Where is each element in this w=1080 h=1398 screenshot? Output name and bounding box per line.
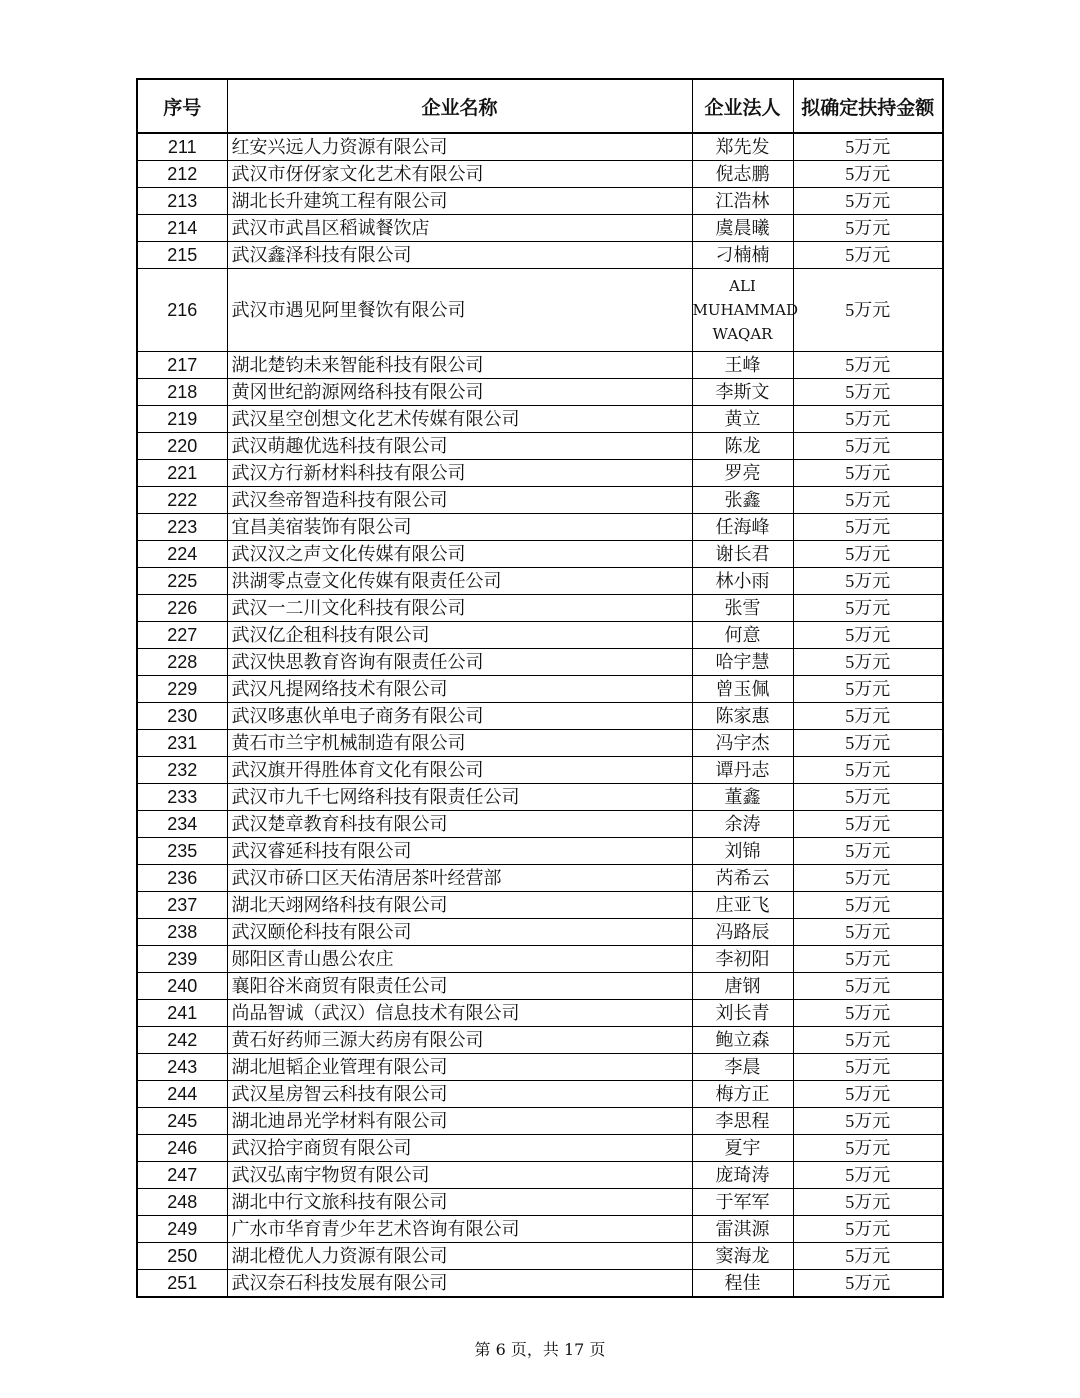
row-seq: 219: [137, 406, 227, 433]
table-row: [137, 269, 943, 352]
row-amount: 5万元: [793, 622, 943, 649]
row-person: 庄亚飞: [692, 892, 793, 919]
row-company: 湖北天翊网络科技有限公司: [227, 892, 692, 919]
row-amount: 5万元: [793, 1162, 943, 1189]
table-row: [137, 406, 943, 433]
row-company: 武汉方行新材料科技有限公司: [227, 460, 692, 487]
row-amount: 5万元: [793, 269, 943, 352]
row-amount: 5万元: [793, 161, 943, 188]
row-amount: 5万元: [793, 406, 943, 433]
row-person: 谭丹志: [692, 757, 793, 784]
row-seq: 218: [137, 379, 227, 406]
row-company: 武汉市硚口区天佑清居茶叶经营部: [227, 865, 692, 892]
header-seq: 序号: [137, 79, 227, 133]
table-row: [137, 352, 943, 379]
row-person: 夏宇: [692, 1135, 793, 1162]
row-seq: 236: [137, 865, 227, 892]
table-row: [137, 460, 943, 487]
row-amount: 5万元: [793, 379, 943, 406]
row-amount: 5万元: [793, 757, 943, 784]
row-seq: 220: [137, 433, 227, 460]
table-row: [137, 919, 943, 946]
row-company: 武汉拾宇商贸有限公司: [227, 1135, 692, 1162]
table-row: [137, 649, 943, 676]
row-seq: 242: [137, 1027, 227, 1054]
row-company: 黄石市兰宇机械制造有限公司: [227, 730, 692, 757]
table-row: [137, 1189, 943, 1216]
row-amount: 5万元: [793, 1108, 943, 1135]
table-row: [137, 433, 943, 460]
row-amount: 5万元: [793, 676, 943, 703]
row-amount: 5万元: [793, 1270, 943, 1298]
row-amount: 5万元: [793, 1216, 943, 1243]
row-seq: 227: [137, 622, 227, 649]
row-seq: 233: [137, 784, 227, 811]
row-amount: 5万元: [793, 514, 943, 541]
row-person: 哈宇慧: [692, 649, 793, 676]
row-amount: 5万元: [793, 352, 943, 379]
row-person: 芮希云: [692, 865, 793, 892]
row-person: 庞琦涛: [692, 1162, 793, 1189]
row-company: 武汉市伢伢家文化艺术有限公司: [227, 161, 692, 188]
table-row: [137, 865, 943, 892]
table-row: [137, 1054, 943, 1081]
row-person: 刁楠楠: [692, 242, 793, 269]
row-person: 李思程: [692, 1108, 793, 1135]
row-company: 湖北旭韬企业管理有限公司: [227, 1054, 692, 1081]
row-seq: 247: [137, 1162, 227, 1189]
row-seq: 228: [137, 649, 227, 676]
row-amount: 5万元: [793, 973, 943, 1000]
row-amount: 5万元: [793, 1027, 943, 1054]
row-seq: 229: [137, 676, 227, 703]
table-row: [137, 622, 943, 649]
row-amount: 5万元: [793, 919, 943, 946]
table-row: [137, 784, 943, 811]
table-row: [137, 568, 943, 595]
row-company: 武汉一二川文化科技有限公司: [227, 595, 692, 622]
row-seq: 214: [137, 215, 227, 242]
row-amount: 5万元: [793, 595, 943, 622]
row-company: 湖北长升建筑工程有限公司: [227, 188, 692, 215]
row-seq: 245: [137, 1108, 227, 1135]
table-row: [137, 946, 943, 973]
row-company: 尚品智诚（武汉）信息技术有限公司: [227, 1000, 692, 1027]
row-person: 江浩林: [692, 188, 793, 215]
row-person: 冯路辰: [692, 919, 793, 946]
row-amount: 5万元: [793, 1000, 943, 1027]
row-seq: 232: [137, 757, 227, 784]
table-row: [137, 892, 943, 919]
row-seq: 212: [137, 161, 227, 188]
row-person: 任海峰: [692, 514, 793, 541]
row-person: 张鑫: [692, 487, 793, 514]
row-company: 湖北中行文旅科技有限公司: [227, 1189, 692, 1216]
row-seq: 230: [137, 703, 227, 730]
row-company: 黄石好药师三源大药房有限公司: [227, 1027, 692, 1054]
table-row: [137, 730, 943, 757]
row-amount: 5万元: [793, 784, 943, 811]
row-company: 武汉市九千七网络科技有限责任公司: [227, 784, 692, 811]
row-person: 李斯文: [692, 379, 793, 406]
row-person: 唐钢: [692, 973, 793, 1000]
enterprise-table: [136, 78, 944, 1298]
row-company: 宜昌美宿装饰有限公司: [227, 514, 692, 541]
table-row: [137, 541, 943, 568]
row-amount: 5万元: [793, 1081, 943, 1108]
row-seq: 239: [137, 946, 227, 973]
row-person: 何意: [692, 622, 793, 649]
row-seq: 234: [137, 811, 227, 838]
row-person: 冯宇杰: [692, 730, 793, 757]
row-company: 武汉星空创想文化艺术传媒有限公司: [227, 406, 692, 433]
row-person: 虞晨曦: [692, 215, 793, 242]
row-company: 武汉鑫泽科技有限公司: [227, 242, 692, 269]
row-person: ALI MUHAMMAD WAQAR: [692, 269, 793, 352]
table-row: [137, 133, 943, 161]
table-row: [137, 1027, 943, 1054]
row-seq: 217: [137, 352, 227, 379]
row-company: 武汉奈石科技发展有限公司: [227, 1270, 692, 1298]
row-seq: 240: [137, 973, 227, 1000]
row-seq: 221: [137, 460, 227, 487]
row-amount: 5万元: [793, 649, 943, 676]
row-person: 梅方正: [692, 1081, 793, 1108]
row-seq: 224: [137, 541, 227, 568]
row-company: 武汉凡提网络技术有限公司: [227, 676, 692, 703]
row-person: 窦海龙: [692, 1243, 793, 1270]
row-company: 武汉旗开得胜体育文化有限公司: [227, 757, 692, 784]
row-seq: 246: [137, 1135, 227, 1162]
row-person: 程佳: [692, 1270, 793, 1298]
row-seq: 222: [137, 487, 227, 514]
row-seq: 241: [137, 1000, 227, 1027]
row-person: 于军军: [692, 1189, 793, 1216]
row-company: 武汉快思教育咨询有限责任公司: [227, 649, 692, 676]
table-row: [137, 1135, 943, 1162]
table-row: [137, 1216, 943, 1243]
row-amount: 5万元: [793, 188, 943, 215]
row-seq: 249: [137, 1216, 227, 1243]
row-amount: 5万元: [793, 568, 943, 595]
row-amount: 5万元: [793, 133, 943, 161]
table-body: [137, 133, 943, 1297]
row-amount: 5万元: [793, 892, 943, 919]
row-amount: 5万元: [793, 1189, 943, 1216]
row-seq: 237: [137, 892, 227, 919]
row-company: 湖北迪昂光学材料有限公司: [227, 1108, 692, 1135]
table-row: [137, 514, 943, 541]
row-amount: 5万元: [793, 1054, 943, 1081]
row-person: 雷淇源: [692, 1216, 793, 1243]
row-person: 刘长青: [692, 1000, 793, 1027]
header-company: 企业名称: [227, 79, 692, 133]
row-person: 曾玉佩: [692, 676, 793, 703]
row-seq: 243: [137, 1054, 227, 1081]
table-row: [137, 811, 943, 838]
row-company: 洪湖零点壹文化传媒有限责任公司: [227, 568, 692, 595]
row-company: 武汉市遇见阿里餐饮有限公司: [227, 269, 692, 352]
row-company: 武汉萌趣优选科技有限公司: [227, 433, 692, 460]
row-seq: 235: [137, 838, 227, 865]
row-amount: 5万元: [793, 541, 943, 568]
row-person: 罗亮: [692, 460, 793, 487]
row-company: 黄冈世纪韵源网络科技有限公司: [227, 379, 692, 406]
row-person: 陈家惠: [692, 703, 793, 730]
row-company: 广水市华育青少年艺术咨询有限公司: [227, 1216, 692, 1243]
row-seq: 223: [137, 514, 227, 541]
row-person: 黄立: [692, 406, 793, 433]
row-seq: 213: [137, 188, 227, 215]
header-person: 企业法人: [692, 79, 793, 133]
row-person: 张雪: [692, 595, 793, 622]
row-amount: 5万元: [793, 703, 943, 730]
row-seq: 225: [137, 568, 227, 595]
table-row: [137, 1081, 943, 1108]
table-row: [137, 1243, 943, 1270]
row-seq: 250: [137, 1243, 227, 1270]
page-number: 第 6 页，共 17 页: [474, 1340, 606, 1359]
table-row: [137, 703, 943, 730]
row-amount: 5万元: [793, 946, 943, 973]
row-amount: 5万元: [793, 730, 943, 757]
row-amount: 5万元: [793, 460, 943, 487]
row-seq: 244: [137, 1081, 227, 1108]
row-company: 武汉哆惠伙单电子商务有限公司: [227, 703, 692, 730]
row-company: 武汉市武昌区稻诚餐饮店: [227, 215, 692, 242]
row-company: 红安兴远人力资源有限公司: [227, 133, 692, 161]
row-amount: 5万元: [793, 865, 943, 892]
row-person: 李初阳: [692, 946, 793, 973]
row-person: 董鑫: [692, 784, 793, 811]
row-company: 武汉睿延科技有限公司: [227, 838, 692, 865]
row-person: 李晨: [692, 1054, 793, 1081]
row-person: 谢长君: [692, 541, 793, 568]
table-header: [137, 79, 943, 133]
row-seq: 248: [137, 1189, 227, 1216]
row-person: 鲍立森: [692, 1027, 793, 1054]
header-amount: 拟确定扶持金额: [793, 79, 943, 133]
row-amount: 5万元: [793, 811, 943, 838]
row-company: 郧阳区青山愚公农庄: [227, 946, 692, 973]
row-amount: 5万元: [793, 838, 943, 865]
row-seq: 215: [137, 242, 227, 269]
row-company: 武汉汉之声文化传媒有限公司: [227, 541, 692, 568]
row-amount: 5万元: [793, 1243, 943, 1270]
row-seq: 238: [137, 919, 227, 946]
table-row: [137, 487, 943, 514]
table-row: [137, 379, 943, 406]
table-row: [137, 595, 943, 622]
row-amount: 5万元: [793, 487, 943, 514]
table-row: [137, 1270, 943, 1298]
row-seq: 231: [137, 730, 227, 757]
row-person: 倪志鹏: [692, 161, 793, 188]
row-company: 武汉星房智云科技有限公司: [227, 1081, 692, 1108]
table-row: [137, 161, 943, 188]
table-row: [137, 215, 943, 242]
row-person: 陈龙: [692, 433, 793, 460]
row-company: 襄阳谷米商贸有限责任公司: [227, 973, 692, 1000]
row-amount: 5万元: [793, 215, 943, 242]
row-person: 郑先发: [692, 133, 793, 161]
table-row: [137, 1108, 943, 1135]
row-seq: 226: [137, 595, 227, 622]
row-person: 刘锦: [692, 838, 793, 865]
row-company: 武汉叁帝智造科技有限公司: [227, 487, 692, 514]
table-row: [137, 676, 943, 703]
row-person: 余涛: [692, 811, 793, 838]
row-company: 湖北楚钧未来智能科技有限公司: [227, 352, 692, 379]
row-company: 武汉楚章教育科技有限公司: [227, 811, 692, 838]
row-company: 武汉亿企租科技有限公司: [227, 622, 692, 649]
table-row: [137, 757, 943, 784]
row-company: 武汉颐伦科技有限公司: [227, 919, 692, 946]
row-amount: 5万元: [793, 433, 943, 460]
row-person: 林小雨: [692, 568, 793, 595]
row-company: 武汉弘南宇物贸有限公司: [227, 1162, 692, 1189]
table-row: [137, 242, 943, 269]
table-row: [137, 973, 943, 1000]
row-seq: 251: [137, 1270, 227, 1298]
table-row: [137, 188, 943, 215]
table-row: [137, 1162, 943, 1189]
header-row: [137, 79, 943, 133]
row-amount: 5万元: [793, 242, 943, 269]
row-seq: 216: [137, 269, 227, 352]
row-person: 王峰: [692, 352, 793, 379]
row-seq: 211: [137, 133, 227, 161]
row-company: 湖北橙优人力资源有限公司: [227, 1243, 692, 1270]
row-amount: 5万元: [793, 1135, 943, 1162]
table-row: [137, 1000, 943, 1027]
table-row: [137, 838, 943, 865]
